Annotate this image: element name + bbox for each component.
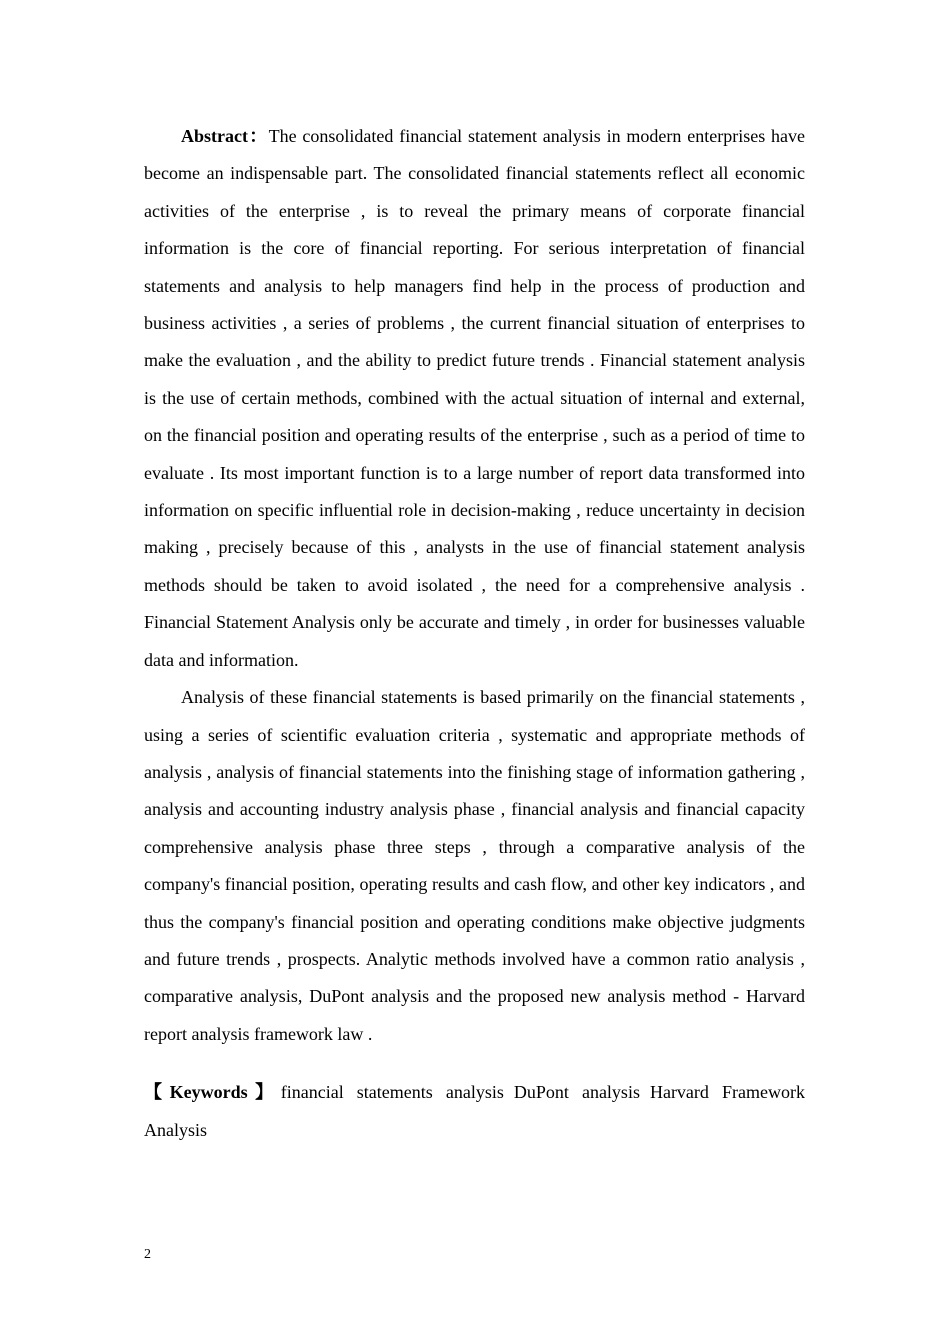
keyword-item: DuPont analysis [513,1082,640,1103]
keyword-item: financial statements analysis [280,1082,504,1103]
abstract-section [144,118,805,1149]
abstract-label: Abstract： [181,126,269,146]
keyword-item: Harvard Framework Analysis [144,1082,805,1140]
abstract-paragraph-1 [144,118,805,679]
keywords-line [144,1074,805,1149]
abstract-paragraph-2: Analysis of these financial statements is based primarily on the financial statements , using a series of scientific evaluation criteria , systematic and appropriate methods of analysis , analysis of financial statements into the finishing stage of information gathering , analysis and accounting industry analysis phase , financial analysis and financial capacity comprehensive analysis phase three steps , through a comparative analysis of the company's financial position, operating results and cash flow, and other key indicators , and thus the company's financial position and operating conditions make objective judgments and future trends , prospects. Analytic methods involved have a common ratio analysis , comparative analysis, DuPont analysis and the proposed new analysis method - Harvard report analysis framework law . [144,687,805,1044]
page-number: 2 [144,1247,151,1262]
abstract-paragraph-1-text: The consolidated financial statement analysis in modern enterprises have become an indispensable part. The consolidated financial statements reflect all economic activities of the enterprise , is to reveal the primary means of corporate financial information is the core of financial reporting. For serious interpretation of financial statements and analysis to help managers find help in the process of production and business activities , a series of problems , the current financial situation of enterprises to make the evaluation , and the ability to predict future trends . Financial statement analysis is the use of certain methods, combined with the actual situation of internal and external, on the financial position and operating results of the enterprise , such as a period of time to evaluate . Its most important function is to a large number of report data transformed into information on specific influential role in decision-making , reduce uncertainty in decision making , precisely because of this , analysts in the use of financial statement analysis methods should be taken to avoid isolated , the need for a comprehensive analysis . Financial Statement Analysis only be accurate and timely , in order for businesses valuable data and information. [144,126,805,670]
keywords-label: 【Keywords】 [144,1082,281,1103]
